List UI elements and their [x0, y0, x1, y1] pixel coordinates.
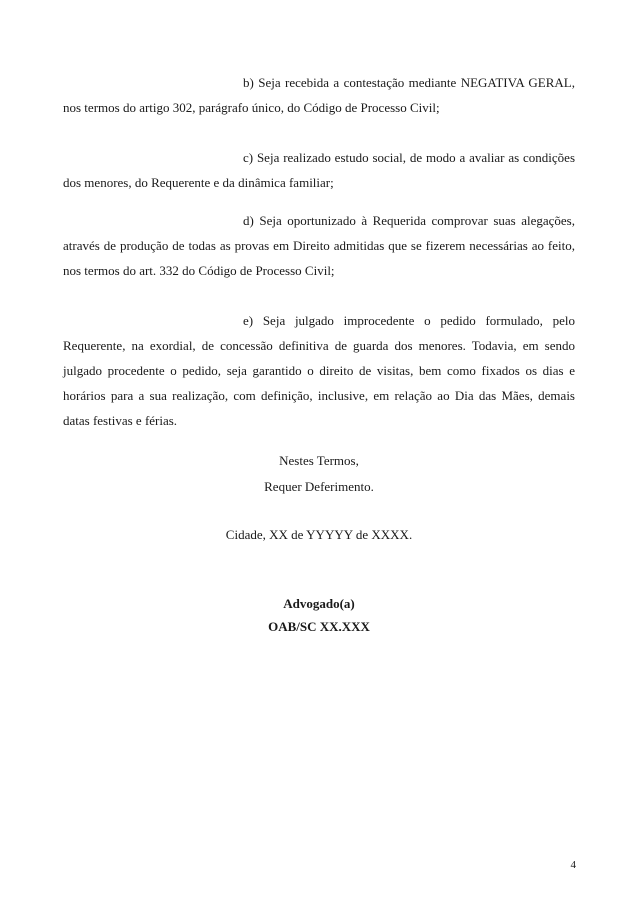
page-number: 4 — [570, 859, 576, 871]
paragraph-d — [63, 208, 575, 283]
paragraph-e-text: e) Seja julgado improcedente o pedido formulado, pelo Requerente, na exordial, de concessão definitiva de guarda dos menores. Todavia, em sendo julgado procedente o pedido, seja garantido o direito de visitas, bem como fixados os dias e horários para a sua realização, com definição, inclusive, em relação ao Dia das Mães, demais datas festivas e férias. — [63, 313, 575, 428]
paragraph-c — [63, 145, 575, 195]
signature-name: Advogado(a) — [283, 596, 355, 611]
closing-request: Requer Deferimento. — [264, 479, 374, 494]
paragraph-e — [63, 308, 575, 433]
paragraph-d-text: d) Seja oportunizado à Requerida comprovar suas alegações, através de produção de todas as provas em Direito admitidas que se fizerem necessárias ao feito, nos termos do art. 332 do Código de Processo Civil; — [63, 213, 575, 278]
place-date: Cidade, XX de YYYYY de XXXX. — [225, 527, 413, 542]
signature-oab: OAB/SC XX.XXX — [268, 619, 370, 634]
paragraph-c-text: c) Seja realizado estudo social, de modo a avaliar as condições dos menores, do Requerente e da dinâmica familiar; — [63, 150, 575, 190]
closing-terms: Nestes Termos, — [279, 453, 359, 468]
paragraph-b — [63, 70, 575, 120]
paragraph-b-text: b) Seja recebida a contestação mediante NEGATIVA GERAL, nos termos do artigo 302, parágrafo único, do Código de Processo Civil; — [63, 75, 575, 115]
